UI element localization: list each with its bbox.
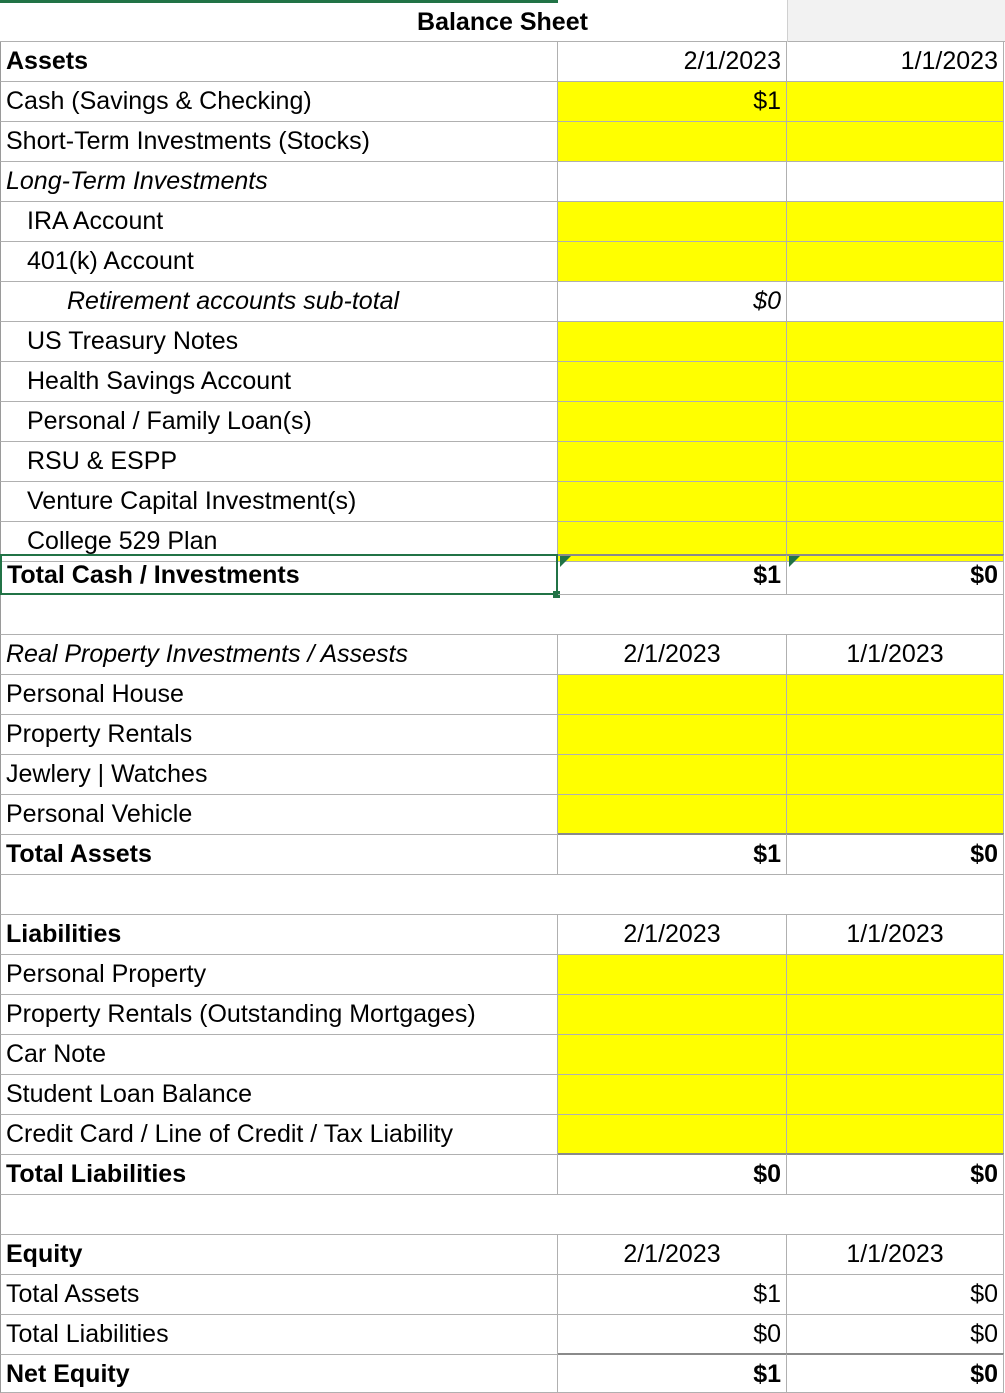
total-cash-value-1[interactable]: $1 bbox=[558, 554, 787, 595]
vehicle-value-2[interactable] bbox=[787, 795, 1004, 835]
long-term-label[interactable]: Long-Term Investments bbox=[0, 162, 558, 202]
liabilities-header-date-2[interactable]: 1/1/2023 bbox=[787, 915, 1004, 955]
401k-value-1[interactable] bbox=[558, 242, 787, 282]
cash-label[interactable]: Cash (Savings & Checking) bbox=[0, 82, 558, 122]
personal-property-value-2[interactable] bbox=[787, 955, 1004, 995]
401k-label[interactable]: 401(k) Account bbox=[0, 242, 558, 282]
rentals-value-1[interactable] bbox=[558, 715, 787, 755]
total-assets-value-2[interactable]: $0 bbox=[787, 833, 1004, 875]
total-assets-label[interactable]: Total Assets bbox=[0, 835, 558, 875]
jewlery-label[interactable]: Jewlery | Watches bbox=[0, 755, 558, 795]
car-note-label[interactable]: Car Note bbox=[0, 1035, 558, 1075]
rsu-value-1[interactable] bbox=[558, 442, 787, 482]
net-equity-value-1[interactable]: $1 bbox=[558, 1353, 787, 1393]
gridline bbox=[787, 0, 788, 42]
family-loans-label[interactable]: Personal / Family Loan(s) bbox=[0, 402, 558, 442]
vehicle-label[interactable]: Personal Vehicle bbox=[0, 795, 558, 835]
family-loans-value-1[interactable] bbox=[558, 402, 787, 442]
ira-value-1[interactable] bbox=[558, 202, 787, 242]
equity-header-label[interactable]: Equity bbox=[0, 1235, 558, 1275]
house-value-1[interactable] bbox=[558, 675, 787, 715]
total-liabilities-value-2[interactable]: $0 bbox=[787, 1153, 1004, 1195]
mortgages-value-2[interactable] bbox=[787, 995, 1004, 1035]
equity-total-liabilities-value-2[interactable]: $0 bbox=[787, 1315, 1004, 1355]
credit-value-1[interactable] bbox=[558, 1115, 787, 1155]
venture-value-1[interactable] bbox=[558, 482, 787, 522]
rentals-value-2[interactable] bbox=[787, 715, 1004, 755]
house-value-2[interactable] bbox=[787, 675, 1004, 715]
mortgages-value-1[interactable] bbox=[558, 995, 787, 1035]
personal-property-value-1[interactable] bbox=[558, 955, 787, 995]
blank-row[interactable] bbox=[0, 1195, 1004, 1235]
student-loan-value-2[interactable] bbox=[787, 1075, 1004, 1115]
treasury-label[interactable]: US Treasury Notes bbox=[0, 322, 558, 362]
car-note-value-1[interactable] bbox=[558, 1035, 787, 1075]
ira-value-2[interactable] bbox=[787, 202, 1004, 242]
jewlery-value-2[interactable] bbox=[787, 755, 1004, 795]
net-equity-value-2[interactable]: $0 bbox=[787, 1353, 1004, 1393]
rsu-value-2[interactable] bbox=[787, 442, 1004, 482]
retirement-subtotal-label[interactable]: Retirement accounts sub-total bbox=[0, 282, 558, 322]
equity-header-date-2[interactable]: 1/1/2023 bbox=[787, 1235, 1004, 1275]
mortgages-label[interactable]: Property Rentals (Outstanding Mortgages) bbox=[0, 995, 558, 1035]
liabilities-header-date-1[interactable]: 2/1/2023 bbox=[558, 915, 787, 955]
total-cash-label-selected-cell[interactable]: Total Cash / Investments bbox=[0, 554, 558, 595]
car-note-value-2[interactable] bbox=[787, 1035, 1004, 1075]
total-liabilities-label[interactable]: Total Liabilities bbox=[0, 1155, 558, 1195]
assets-header-date-2[interactable]: 1/1/2023 bbox=[787, 42, 1004, 82]
error-indicator-icon[interactable] bbox=[560, 556, 571, 567]
blank-row[interactable] bbox=[0, 595, 1004, 635]
family-loans-value-2[interactable] bbox=[787, 402, 1004, 442]
short-term-value-1[interactable] bbox=[558, 122, 787, 162]
treasury-value-1[interactable] bbox=[558, 322, 787, 362]
venture-value-2[interactable] bbox=[787, 482, 1004, 522]
student-loan-value-1[interactable] bbox=[558, 1075, 787, 1115]
total-liabilities-value-1[interactable]: $0 bbox=[558, 1153, 787, 1195]
equity-header-date-1[interactable]: 2/1/2023 bbox=[558, 1235, 787, 1275]
short-term-value-2[interactable] bbox=[787, 122, 1004, 162]
total-cash-value-2[interactable]: $0 bbox=[787, 554, 1004, 595]
long-term-value-1[interactable] bbox=[558, 162, 787, 202]
retirement-subtotal-value-1[interactable]: $0 bbox=[558, 282, 787, 322]
hsa-value-1[interactable] bbox=[558, 362, 787, 402]
net-equity-label[interactable]: Net Equity bbox=[0, 1355, 558, 1393]
sheet-title[interactable]: Balance Sheet bbox=[0, 0, 1005, 42]
short-term-label[interactable]: Short-Term Investments (Stocks) bbox=[0, 122, 558, 162]
jewlery-value-1[interactable] bbox=[558, 755, 787, 795]
equity-total-liabilities-value-1[interactable]: $0 bbox=[558, 1315, 787, 1355]
401k-value-2[interactable] bbox=[787, 242, 1004, 282]
long-term-value-2[interactable] bbox=[787, 162, 1004, 202]
error-indicator-icon[interactable] bbox=[789, 556, 800, 567]
vehicle-value-1[interactable] bbox=[558, 795, 787, 835]
personal-property-label[interactable]: Personal Property bbox=[0, 955, 558, 995]
assets-header-label[interactable]: Assets bbox=[0, 42, 558, 82]
venture-label[interactable]: Venture Capital Investment(s) bbox=[0, 482, 558, 522]
college-label[interactable]: College 529 Plan bbox=[0, 522, 558, 562]
property-header-label[interactable]: Real Property Investments / Assests bbox=[0, 635, 558, 675]
cash-value-1[interactable]: $1 bbox=[558, 82, 787, 122]
rsu-label[interactable]: RSU & ESPP bbox=[0, 442, 558, 482]
equity-total-assets-value-2[interactable]: $0 bbox=[787, 1275, 1004, 1315]
liabilities-header-label[interactable]: Liabilities bbox=[0, 915, 558, 955]
house-label[interactable]: Personal House bbox=[0, 675, 558, 715]
total-assets-value-1[interactable]: $1 bbox=[558, 833, 787, 875]
credit-label[interactable]: Credit Card / Line of Credit / Tax Liability bbox=[0, 1115, 558, 1155]
property-header-date-1[interactable]: 2/1/2023 bbox=[558, 635, 787, 675]
equity-total-assets-label[interactable]: Total Assets bbox=[0, 1275, 558, 1315]
hsa-label[interactable]: Health Savings Account bbox=[0, 362, 558, 402]
column-header-selection-line bbox=[0, 0, 558, 3]
blank-row[interactable] bbox=[0, 875, 1004, 915]
property-header-date-2[interactable]: 1/1/2023 bbox=[787, 635, 1004, 675]
equity-total-liabilities-label[interactable]: Total Liabilities bbox=[0, 1315, 558, 1355]
rentals-label[interactable]: Property Rentals bbox=[0, 715, 558, 755]
treasury-value-2[interactable] bbox=[787, 322, 1004, 362]
equity-total-assets-value-1[interactable]: $1 bbox=[558, 1275, 787, 1315]
ira-label[interactable]: IRA Account bbox=[0, 202, 558, 242]
hsa-value-2[interactable] bbox=[787, 362, 1004, 402]
cash-value-2[interactable] bbox=[787, 82, 1004, 122]
retirement-subtotal-value-2[interactable] bbox=[787, 282, 1004, 322]
credit-value-2[interactable] bbox=[787, 1115, 1004, 1155]
student-loan-label[interactable]: Student Loan Balance bbox=[0, 1075, 558, 1115]
assets-header-date-1[interactable]: 2/1/2023 bbox=[558, 42, 787, 82]
